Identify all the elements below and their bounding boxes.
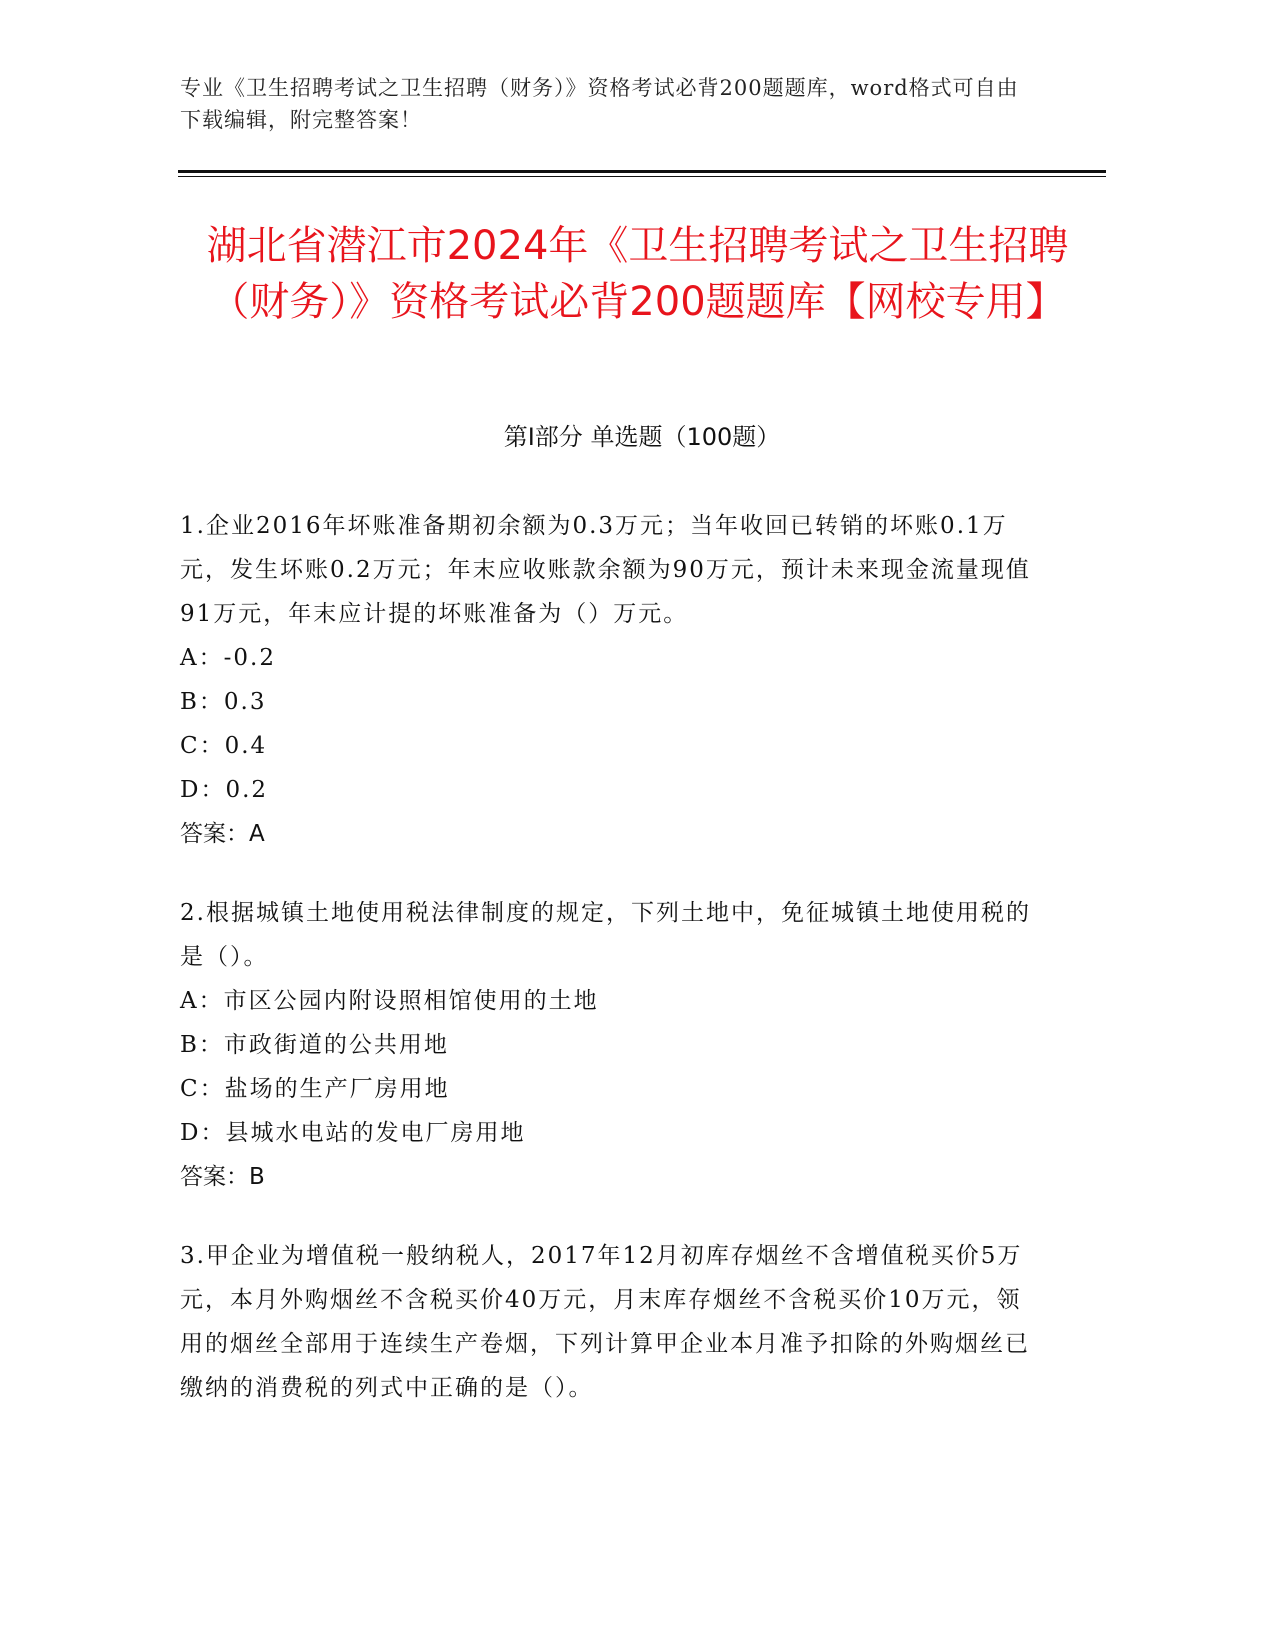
- option-a: A：市区公园内附设照相馆使用的土地: [180, 988, 599, 1014]
- question-list: [180, 504, 1040, 1445]
- option-d: D：0.2: [180, 777, 269, 803]
- question-text: 1.企业2016年坏账准备期初余额为0.3万元；当年收回已转销的坏账0.1万元，发生坏账0.2万元；年末应收账款余额为90万元，预计未来现金流量现值91万元，年末应计提的坏账准备为（）万元。: [180, 513, 1031, 627]
- document-title: 湖北省潜江市2024年《卫生招聘考试之卫生招聘（财务）》资格考试必背200题题库【网校专用】: [206, 223, 1069, 325]
- question-3: [180, 1234, 1040, 1410]
- option-b: B：市政街道的公共用地: [180, 1032, 449, 1058]
- header-divider-thin: [178, 176, 1106, 177]
- option-c: C：盐场的生产厂房用地: [180, 1076, 450, 1102]
- question-2: [180, 891, 1040, 1199]
- option-b: B：0.3: [180, 689, 267, 715]
- header-note: 专业《卫生招聘考试之卫生招聘（财务）》资格考试必背200题题库，word格式可自由下载编辑，附完整答案！: [180, 76, 1019, 132]
- answer: 答案：A: [180, 821, 265, 847]
- question-1: [180, 504, 1040, 856]
- header-divider-thick: [178, 170, 1106, 173]
- section-title: 第Ⅰ部分 单选题（100题）: [503, 423, 781, 451]
- question-text: 3.甲企业为增值税一般纳税人，2017年12月初库存烟丝不含增值税买价5万元，本月外购烟丝不含税买价40万元，月末库存烟丝不含税买价10万元，领用的烟丝全部用于连续生产卷烟，下列计算甲企业本月准予扣除的外购烟丝已缴纳的消费税的列式中正确的是（）。: [180, 1243, 1030, 1401]
- question-text: 2.根据城镇土地使用税法律制度的规定，下列土地中，免征城镇土地使用税的是（）。: [180, 900, 1031, 970]
- answer: 答案：B: [180, 1164, 265, 1190]
- option-a: A：-0.2: [180, 645, 276, 671]
- option-d: D：县城水电站的发电厂房用地: [180, 1120, 526, 1146]
- option-c: C：0.4: [180, 733, 268, 759]
